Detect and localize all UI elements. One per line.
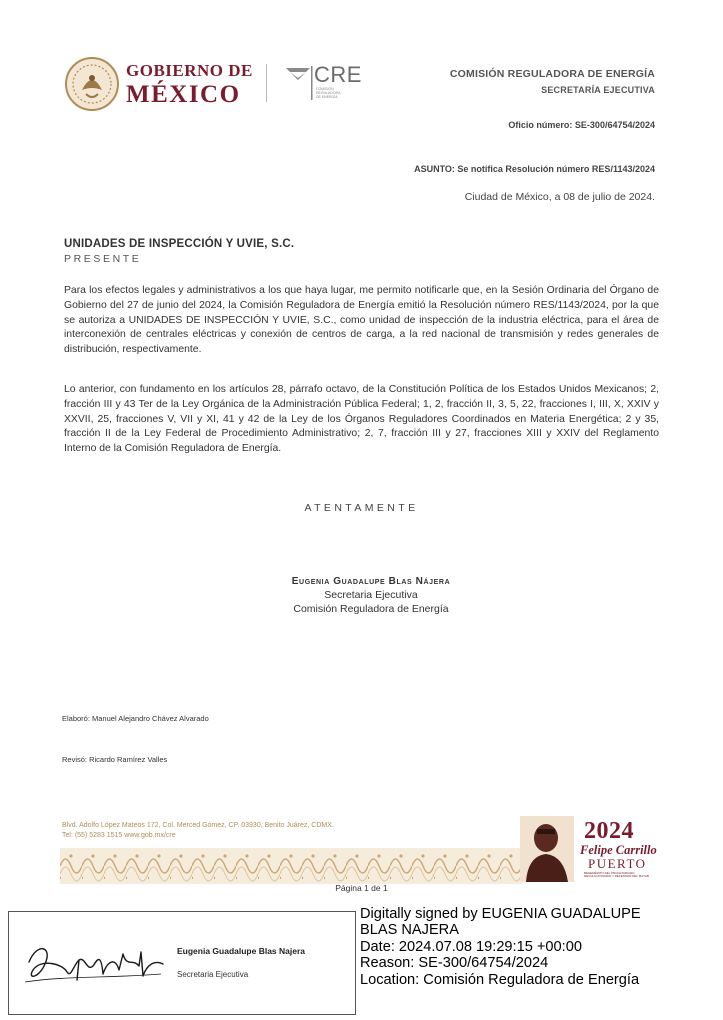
gov-line1: GOBIERNO DE (126, 61, 253, 80)
signature-name: Eugenia Guadalupe Blas Najera (177, 946, 306, 956)
reviewed-by: Revisó: Ricardo Ramírez Valles (62, 755, 168, 764)
agency-name: COMISIÓN REGULADORA DE ENERGÍA (449, 68, 655, 80)
page-number: Página 1 de 1 (335, 883, 388, 893)
sig-line-5: Location: Comisión Reguladora de Energía (360, 971, 640, 988)
closing: ATENTAMENTE (304, 502, 419, 514)
emblem-small: BENEMÉRITO DEL PROLETARIADO, REVOLUCIONARIO Y DEFENSOR DEL MAYAB (584, 871, 649, 879)
sig-line-3: Date: 2024.07.08 19:29:15 +00:00 (360, 938, 582, 955)
handwritten-signature-icon (23, 936, 168, 990)
cre-subtitle: COMISIÓN REGULADORA DE ENERGÍA (316, 87, 341, 99)
body-paragraph-2: Lo anterior, con fundamento en los artículos 28, párrafo octavo, de la Constitución Política de los Estados Unidos Mexicanos; 2, fracción III y 43 Ter de la Ley Orgánica de la Administración Pública Federal; 1, 2, fracción II, 3, 5, 22, fracciones I, III, X, XXIV y XXVII, 25, fracciones V, VII y XI, 41 y 42 de la Ley de los Órganos Reguladores Coordinados en Materia Energética; 2 y 35, fracción II de la Ley Federal de Procedimiento Administrativo; 2, 7, fracción III y 27, fracciones XIII y XXIV del Reglamento Interno de la Comisión Reguladora de Energía. (64, 384, 659, 455)
signature-box (8, 911, 356, 1015)
digital-signature-info (360, 906, 722, 988)
agency-sub: SECRETARÍA EJECUTIVA (541, 85, 655, 95)
document-date: Ciudad de México, a 08 de julio de 2024. (464, 191, 655, 203)
signer-block (0, 576, 723, 615)
recipient-block (64, 238, 294, 265)
signer-name: Eugenia Guadalupe Blas Nájera (291, 576, 451, 587)
recipient-name: UNIDADES DE INSPECCIÓN Y UVIE, S.C. (64, 238, 295, 250)
cre-wordmark: CRE (314, 62, 362, 87)
government-wordmark (126, 62, 253, 107)
decorative-band (60, 848, 522, 884)
emblem-year: 2024 (584, 818, 634, 844)
recipient-role: PRESENTE (64, 253, 142, 265)
sig-line-2: BLAS NAJERA (360, 922, 459, 939)
signer-org: Comisión Reguladora de Energía (293, 603, 449, 615)
portrait-icon (520, 816, 574, 882)
footer-phone: Tel: (55) 5283 1515 www.gob.mx/cre (62, 832, 176, 839)
agency-block (450, 68, 655, 95)
signer-role: Secretaria Ejecutiva (324, 589, 418, 601)
body-paragraph-1: Para los efectos legales y administrativos a los que haya lugar, me permito notificarle que, en la Sesión Ordinaria del Órgano de Gobierno del 27 de junio del 2024, la Comisión Reguladora de Energía emitió la Resolución número RES/1143/2024, por la que se autoriza a UNIDADES DE INSPECCIÓN Y UVIE, S.C., como unidad de inspección de la industria eléctrica, para el área de interconexión de centrales eléctricas y conexión de centros de carga, a la red nacional de transmisión y redes generales de distribución, respectivamente. (64, 285, 659, 356)
footer-address: Blvd. Adolfo López Mateos 172, Col. Merced Gómez, CP. 03930, Benito Juárez, CDMX. (62, 822, 334, 829)
signature-title: Secretaria Ejecutiva (177, 970, 249, 979)
oficio-number: Oficio número: SE-300/64754/2024 (508, 120, 655, 130)
emblem-place: PUERTO (588, 856, 647, 871)
elaborated-by: Elaboró: Manuel Alejandro Chávez Alvarado (62, 714, 209, 723)
asunto: ASUNTO: Se notifica Resolución número RES/1143/2024 (414, 164, 655, 174)
gov-line2: MÉXICO (126, 81, 241, 108)
sig-line-1: Digitally signed by EUGENIA GUADALUPE (360, 906, 641, 922)
emblem-name: Felipe Carrillo (580, 843, 657, 857)
header-divider (266, 64, 267, 102)
sig-line-4: Reason: SE-300/64754/2024 (360, 955, 549, 972)
coat-of-arms-icon (64, 56, 120, 112)
